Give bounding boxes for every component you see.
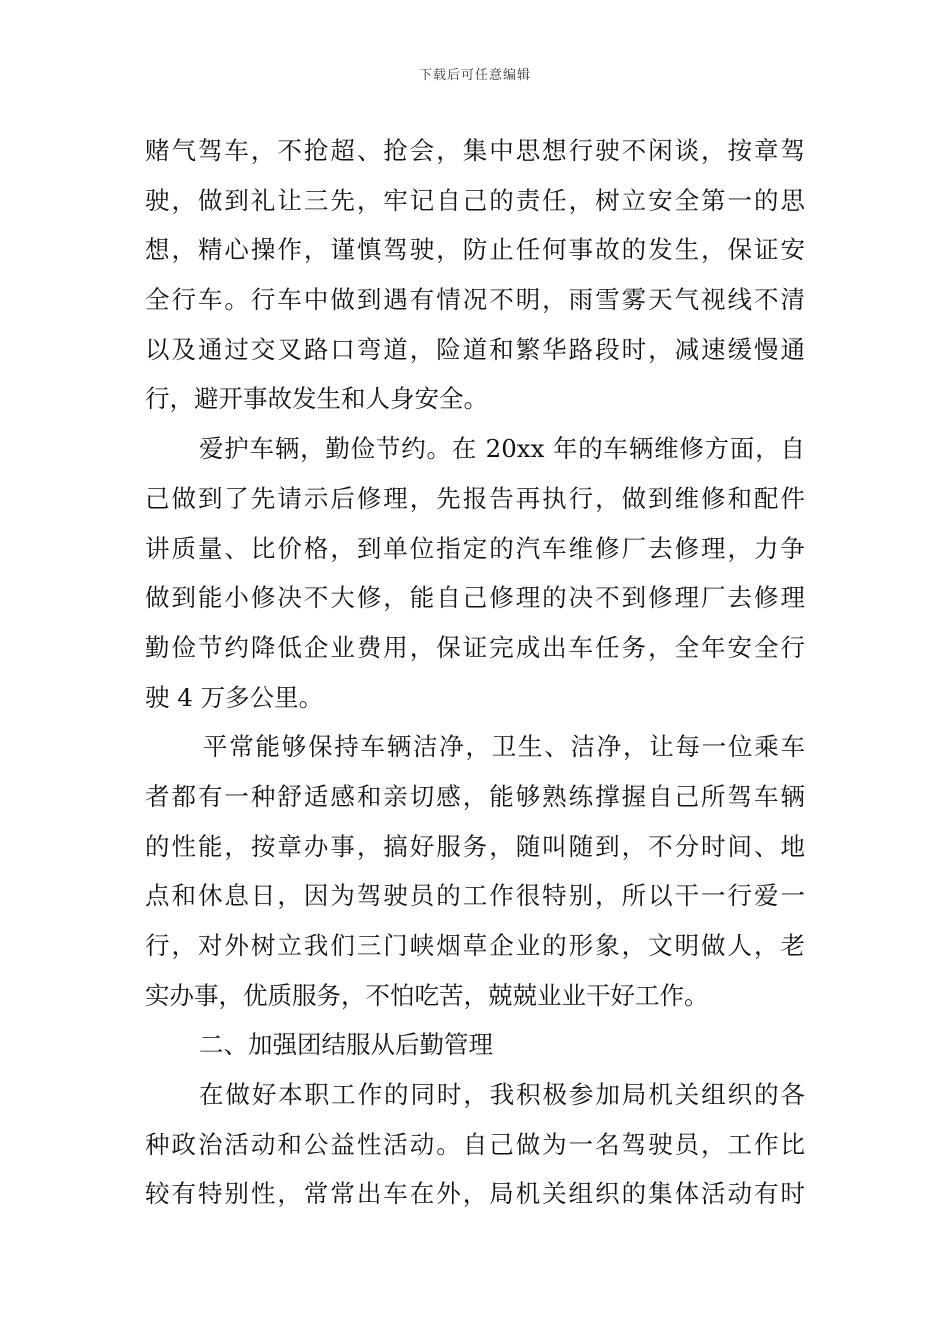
paragraph-first-line: 平常能够保持车辆洁净，卫生、洁净，让每一位乘车 (203, 732, 805, 762)
text-line: 者都有一种舒适感和亲切感，能够熟练撑握自己所驾车辆 (145, 781, 805, 811)
paragraph-first-line: 爱护车辆，勤俭节约。在 20xx 年的车辆维修方面，自 (199, 434, 805, 464)
text-line: 驶 4 万多公里。 (145, 682, 324, 712)
text-line: 行，对外树立我们三门峡烟草企业的形象，文明做人，老 (145, 931, 805, 960)
text-line: 己做到了先请示后修理，先报告再执行，做到维修和配件 (145, 483, 805, 513)
document-body (145, 126, 805, 1219)
text-line: 赌气驾车，不抢超、抢会，集中思想行驶不闲谈，按章驾 (145, 136, 805, 165)
text-line: 点和休息日，因为驾驶员的工作很特别，所以干一行爱一 (145, 881, 805, 911)
text-line: 讲质量、比价格，到单位指定的汽车维修厂去修理，力争 (145, 533, 805, 563)
text-line: 以及通过交叉路口弯道，险道和繁华路段时，减速缓慢通 (145, 334, 805, 364)
text-line: 驶，做到礼让三先，牢记自己的责任，树立安全第一的思 (145, 185, 805, 215)
paragraph-first-line: 在做好本职工作的同时，我积极参加局机关组织的各 (199, 1080, 805, 1110)
text-line: 较有特别性，常常出车在外，局机关组织的集体活动有时 (145, 1179, 805, 1209)
text-line: 的性能，按章办事，搞好服务，随叫随到，不分时间、地 (145, 831, 805, 861)
page-header: 下载后可任意编辑 (418, 68, 531, 83)
text-line: 全行车。行车中做到遇有情况不明，雨雪雾天气视线不清 (145, 285, 805, 315)
text-line: 想，精心操作，谨慎驾驶，防止任何事故的发生，保证安 (145, 235, 805, 265)
text-line: 实办事，优质服务，不怕吃苦，兢兢业业干好工作。 (145, 980, 709, 1010)
text-line: 种政治活动和公益性活动。自己做为一名驾驶员，工作比 (145, 1129, 805, 1159)
text-line: 做到能小修决不大修，能自己修理的决不到修理厂去修理 (145, 583, 805, 613)
text-line: 行，避开事故发生和人身安全。 (145, 384, 488, 414)
section-heading: 二、加强团结服从后勤管理 (199, 1030, 493, 1060)
text-line: 勤俭节约降低企业费用，保证完成出车任务，全年安全行 (145, 632, 805, 662)
